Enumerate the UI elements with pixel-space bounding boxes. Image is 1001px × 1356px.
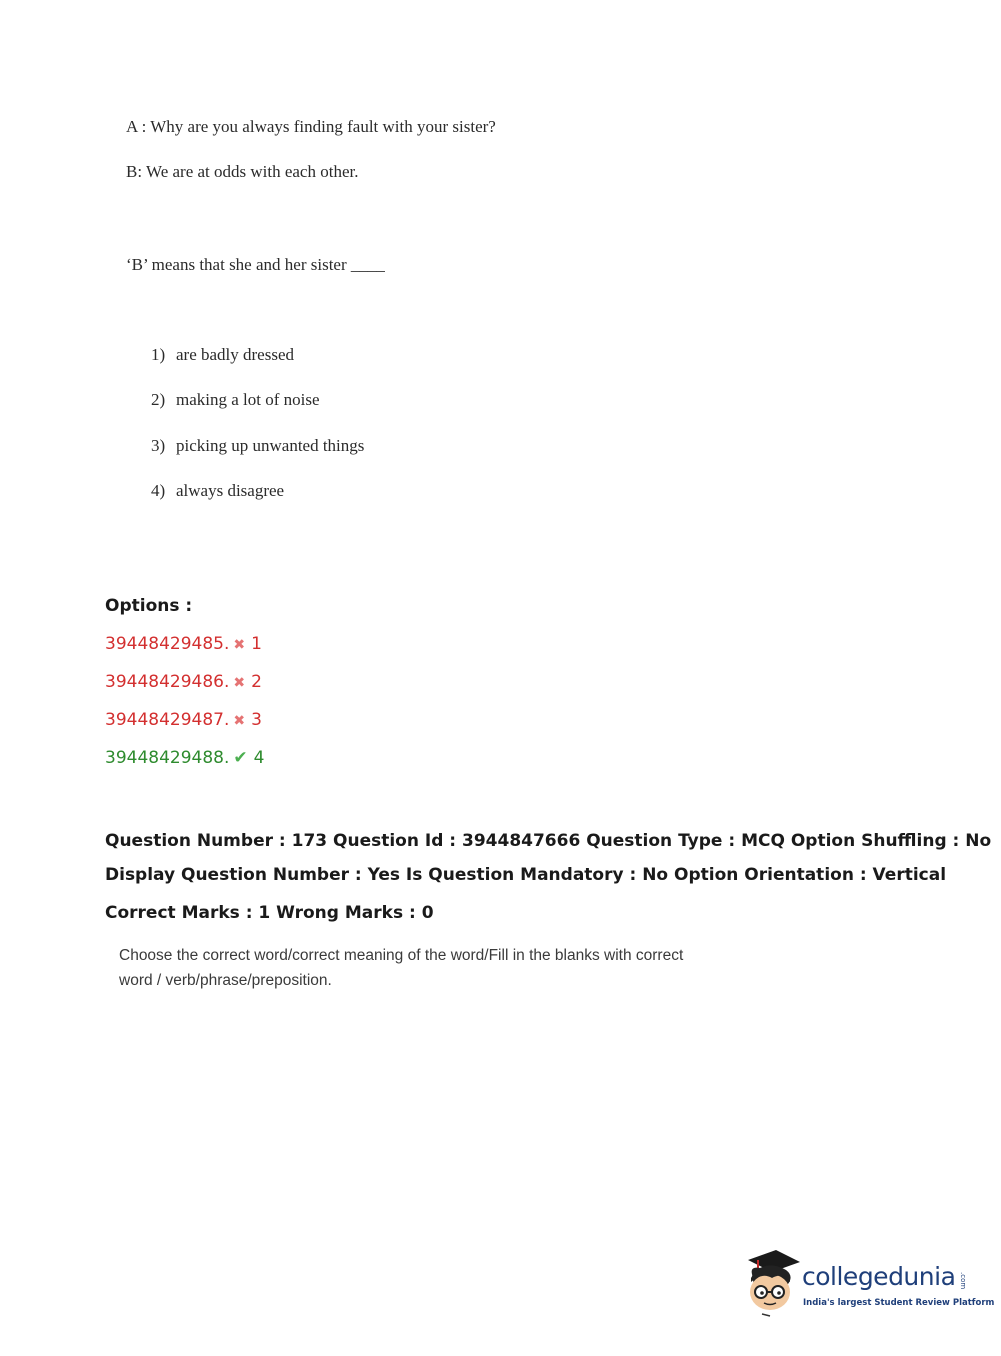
answer-option	[105, 672, 262, 692]
option-id: 39448429486.	[105, 672, 230, 692]
cross-icon: ✖	[233, 713, 246, 729]
option-id: 39448429487.	[105, 710, 230, 730]
choice-text: making a lot of noise	[176, 390, 320, 409]
collegedunia-logo	[742, 1248, 995, 1318]
option-id: 39448429488.	[105, 748, 230, 768]
checkmark-icon: ✔	[233, 748, 248, 768]
choice-number: 3)	[151, 436, 166, 455]
student-mascot-icon	[742, 1248, 802, 1318]
options-heading: Options :	[105, 596, 193, 616]
dialog-line-a: A : Why are you always finding fault with your sister?	[126, 117, 496, 136]
cross-icon: ✖	[233, 675, 246, 691]
answer-option-correct	[105, 748, 264, 768]
instruction-text: Choose the correct word/correct meaning of the word/Fill in the blanks with correct word / verb/phrase/preposition.	[119, 947, 684, 989]
question-meta-line-3: Correct Marks : 1 Wrong Marks : 0	[105, 903, 434, 923]
choice-item	[151, 345, 294, 365]
question-meta-line-1: Question Number : 173 Question Id : 3944847666 Question Type : MCQ Option Shuffling : No	[105, 831, 992, 851]
choice-number: 2)	[151, 390, 166, 409]
choice-item	[151, 481, 284, 501]
option-value: 2	[251, 672, 262, 692]
choice-item	[151, 436, 364, 456]
choice-text: picking up unwanted things	[176, 436, 365, 455]
brand-name: collegedunia	[802, 1262, 956, 1291]
answer-option	[105, 710, 262, 730]
question-text: ‘B’ means that she and her sister ____	[126, 255, 385, 274]
option-value: 3	[251, 710, 262, 730]
brand-tagline: India's largest Student Review Platform	[803, 1298, 995, 1308]
choice-item	[151, 390, 320, 410]
brand-suffix: .com	[959, 1272, 967, 1290]
dialog-line-b: B: We are at odds with each other.	[126, 162, 359, 181]
option-value: 1	[251, 634, 262, 654]
option-value: 4	[253, 748, 265, 768]
choice-text: are badly dressed	[176, 345, 295, 364]
question-meta-line-2: Display Question Number : Yes Is Question Mandatory : No Option Orientation : Vertical	[105, 865, 947, 885]
cross-icon: ✖	[233, 637, 246, 653]
choice-number: 1)	[151, 345, 166, 364]
choice-text: always disagree	[176, 481, 285, 500]
choice-number: 4)	[151, 481, 166, 500]
option-id: 39448429485.	[105, 634, 230, 654]
answer-option	[105, 634, 262, 654]
